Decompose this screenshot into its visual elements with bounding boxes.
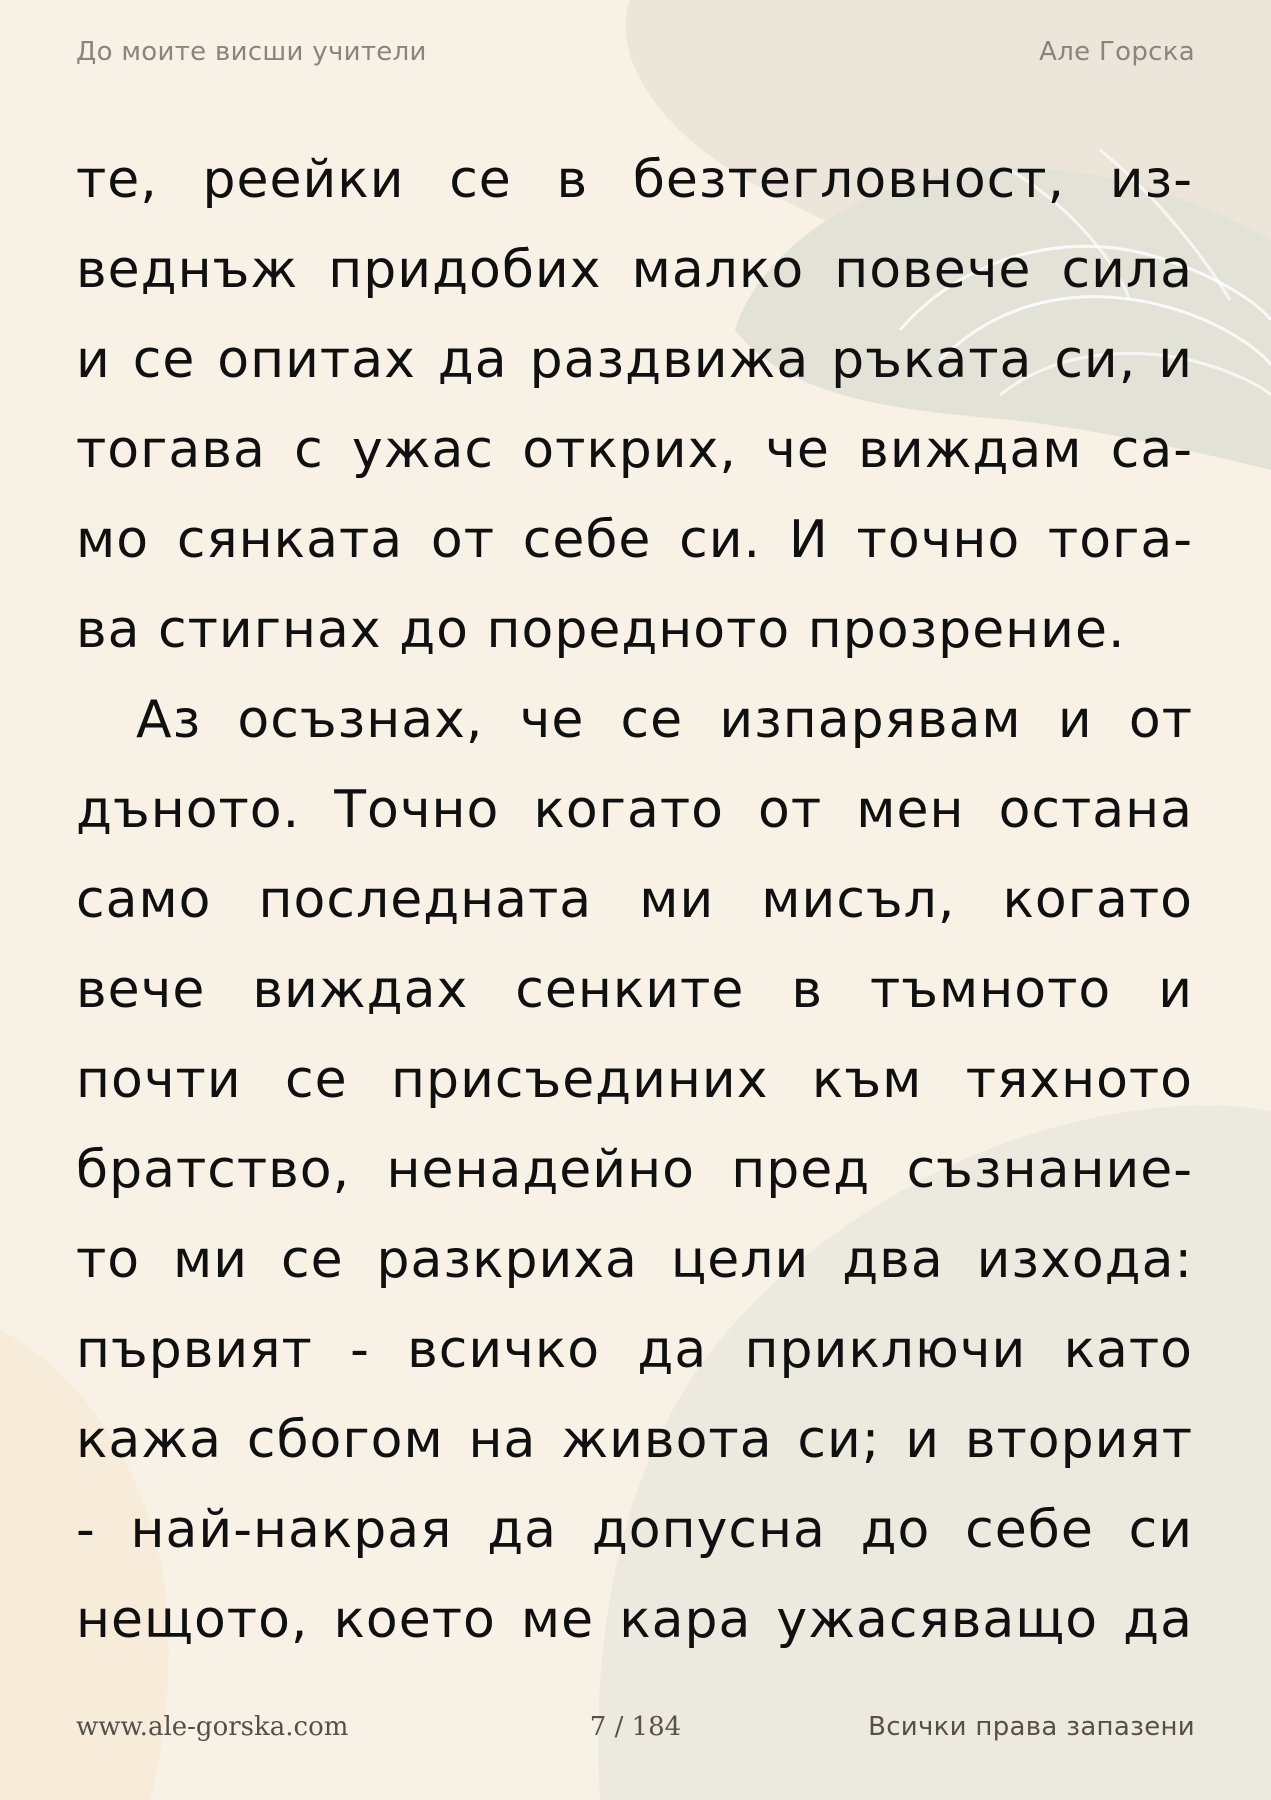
text-line: веднъж придобих малко повече сила	[76, 240, 1193, 300]
text-line: и се опитах да раздвижа ръката си, и	[76, 330, 1193, 390]
text-line: дъното. Точно когато от мен остана	[76, 780, 1193, 840]
book-title: До моите висши учители	[76, 37, 427, 67]
page-footer	[76, 1712, 1195, 1752]
text-line: ва стигнах до поредното прозрение.	[76, 600, 1126, 660]
text-line: братство, ненадейно пред съзнание-	[76, 1140, 1193, 1200]
text-line: нещото, което ме кара ужасяващо да	[76, 1590, 1193, 1650]
text-line: кажа сбогом на живота си; и вторият	[76, 1410, 1193, 1470]
body-text	[76, 135, 1193, 1665]
author-name: Але Горска	[1039, 37, 1195, 67]
text-line: тогава с ужас открих, че виждам са-	[76, 420, 1193, 480]
text-line: почти се присъединих към тяхното	[76, 1050, 1193, 1110]
copyright-notice: Всички права запазени	[868, 1712, 1195, 1742]
text-line: те, реейки се в безтегловност, из-	[76, 150, 1193, 210]
text-line: само последната ми мисъл, когато	[76, 870, 1193, 930]
text-line: вече виждах сенките в тъмното и	[76, 960, 1193, 1020]
text-line: мо сянката от себе си. И точно тога-	[76, 510, 1193, 570]
website-link[interactable]: www.ale-gorska.com	[76, 1712, 349, 1742]
text-line: то ми се разкриха цели два изхода:	[76, 1230, 1193, 1290]
text-line: първият - всичко да приключи като	[76, 1320, 1193, 1380]
text-line: - най-накрая да допусна до себе си	[76, 1500, 1193, 1560]
page-number: 7 / 184	[589, 1712, 682, 1742]
page-header	[76, 34, 1195, 70]
text-line: Аз осъзнах, че се изпарявам и от	[136, 690, 1193, 750]
